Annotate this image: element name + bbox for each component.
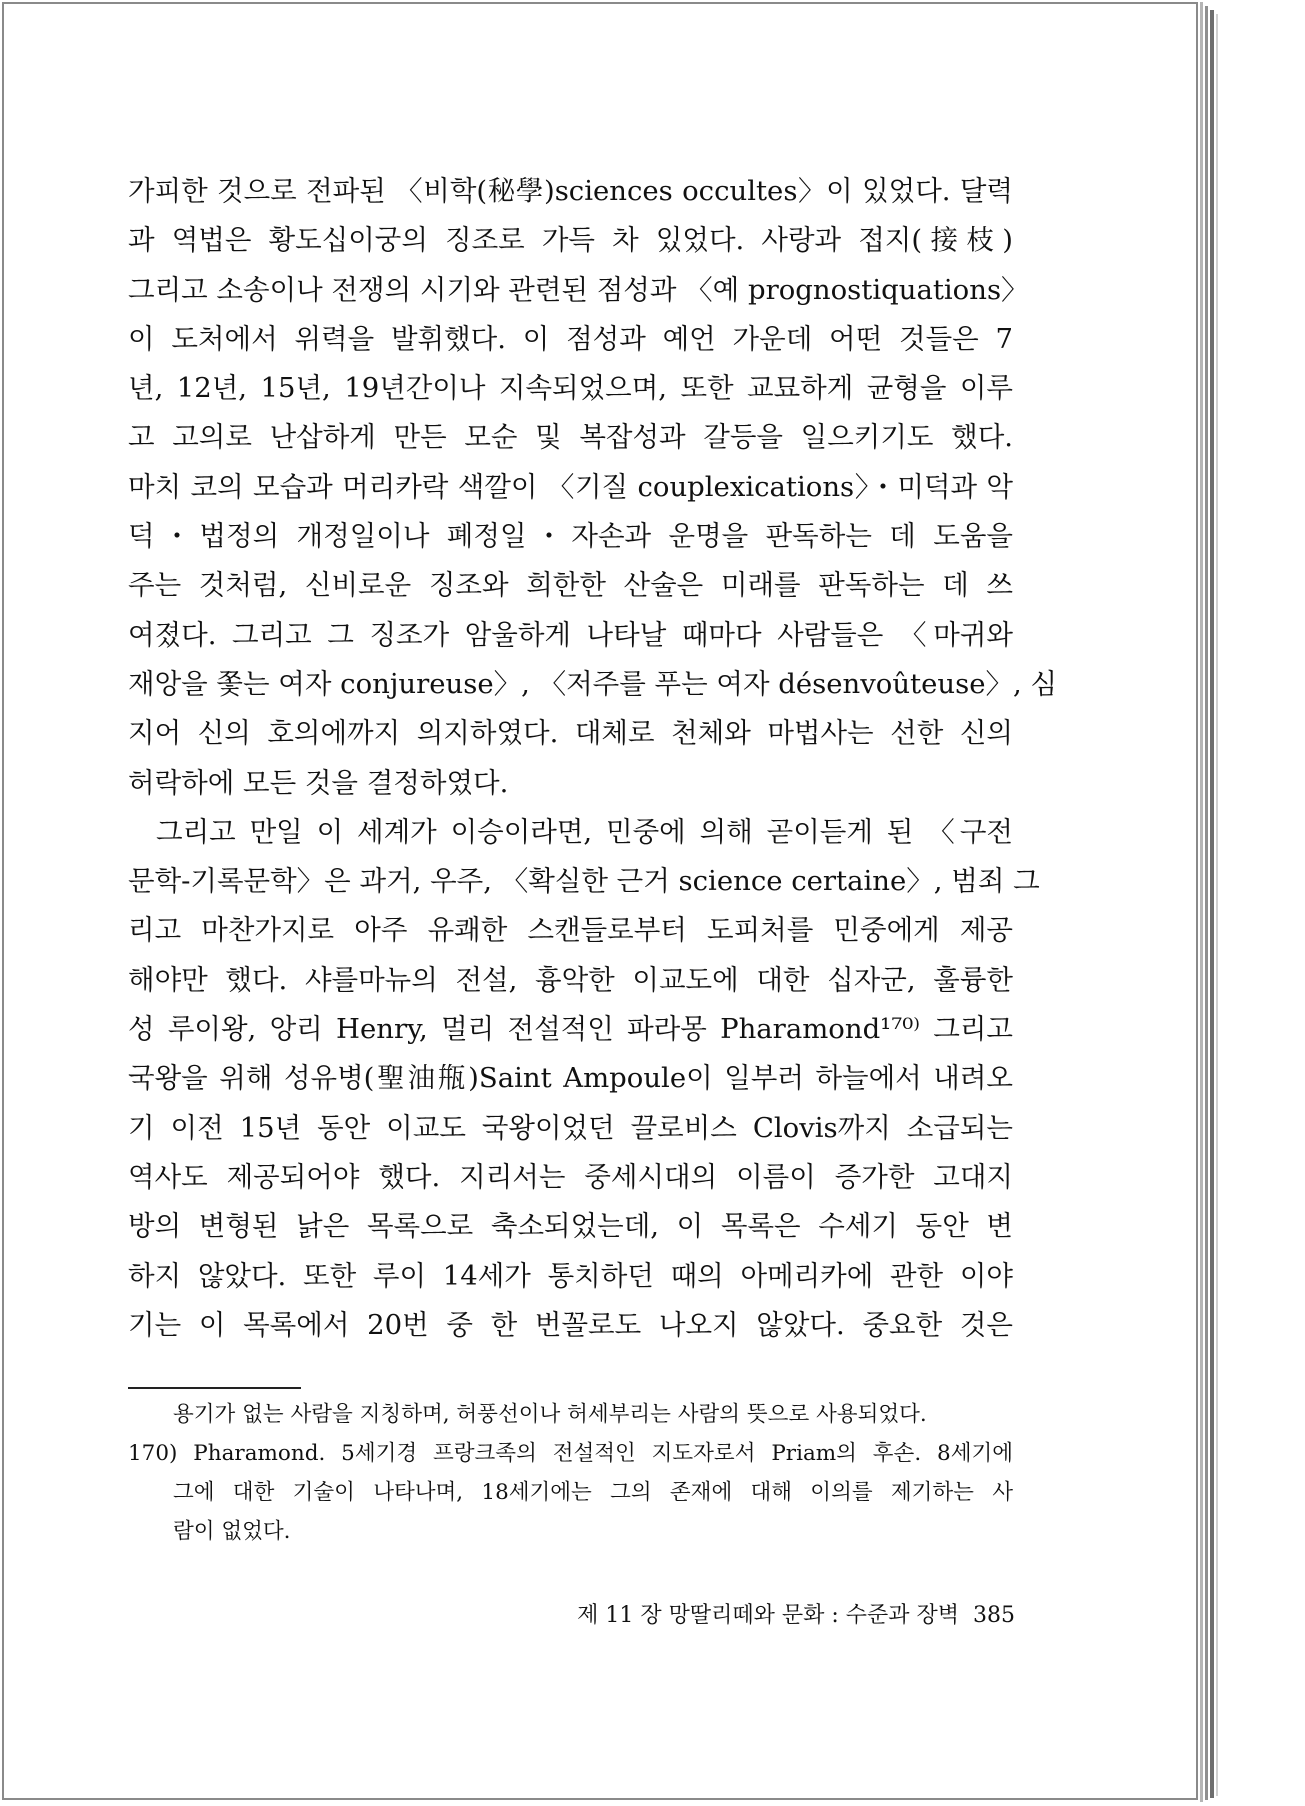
- text-line: 과 역법은 황도십이궁의 징조로 가득 차 있었다. 사랑과 접지(接枝): [128, 224, 1013, 257]
- text-line: 가피한 것으로 전파된 〈비학(秘學)sciences occultes〉이 있었다. 달력: [128, 175, 1013, 207]
- text-line: 리고 마찬가지로 아주 유쾌한 스캔들로부터 도피처를 민중에게 제공: [128, 914, 1013, 947]
- text-line: 기는 이 목록에서 20번 중 한 번꼴로도 나오지 않았다. 중요한 것은: [128, 1308, 1013, 1341]
- text-line: 덕・법정의 개정일이나 폐정일・자손과 운명을 판독하는 데 도움을: [128, 520, 1013, 553]
- text-line: 여졌다. 그리고 그 징조가 암울하게 나타날 때마다 사람들은 〈마귀와: [128, 618, 1013, 651]
- text-line: 국왕을 위해 성유병(聖油甁)Saint Ampoule이 일부러 하늘에서 내려오: [128, 1062, 1013, 1095]
- text-line: 성 루이왕, 앙리 Henry, 멀리 전설적인 파라몽 Pharamond¹⁷⁰⁾ 그리고: [128, 1013, 1013, 1046]
- page-edge-stack: [1216, 14, 1218, 1796]
- page-edge-stack: [1205, 6, 1208, 1800]
- text-line: 그리고 소송이나 전쟁의 시기와 관련된 점성과 〈예 prognostiquations〉: [128, 273, 1029, 306]
- text-line: 이 도처에서 위력을 발휘했다. 이 점성과 예언 가운데 어떤 것들은 7: [128, 322, 1013, 355]
- text-line: 주는 것처럼, 신비로운 징조와 희한한 산술은 미래를 판독하는 데 쓰: [128, 569, 1013, 602]
- text-line: 역사도 제공되어야 했다. 지리서는 중세시대의 이름이 증가한 고대지: [128, 1160, 1013, 1193]
- body-text: [128, 167, 1058, 1350]
- footnote-continuation: 용기가 없는 사람을 지칭하며, 허풍선이나 허세부리는 사람의 뜻으로 사용되었다.: [173, 1402, 927, 1427]
- footnotes: [128, 1395, 1013, 1551]
- text-line: 문학-기록문학〉은 과거, 우주, 〈확실한 근거 science certaine〉, 범죄 그: [128, 865, 1040, 898]
- footnote-170: 170) Pharamond. 5세기경 프랑크족의 전설적인 지도자로서 Priam의 후손. 8세기에: [128, 1441, 1013, 1466]
- text-line: 해야만 했다. 샤를마뉴의 전설, 흉악한 이교도에 대한 십자군, 훌륭한: [128, 963, 1013, 996]
- page-edge-stack: [1200, 2, 1203, 1802]
- text-line: 재앙을 쫓는 여자 conjureuse〉, 〈저주를 푸는 여자 désenvoûteuse〉, 심: [128, 667, 1058, 700]
- paragraph-first-line: 그리고 만일 이 세계가 이승이라면, 민중에 의해 곧이듣게 된 〈구전: [156, 815, 1013, 848]
- paragraph-last-line: 허락하에 모든 것을 결정하였다.: [128, 766, 509, 799]
- page-number: 385: [973, 1603, 1015, 1628]
- text-line: 년, 12년, 15년, 19년간이나 지속되었으며, 또한 교묘하게 균형을 이루: [128, 372, 1013, 405]
- running-footer: [577, 1598, 1015, 1629]
- text-line: 하지 않았다. 또한 루이 14세가 통치하던 때의 아메리카에 관한 이야: [128, 1259, 1013, 1292]
- footnote-170-line: 그에 대한 기술이 나타나며, 18세기에는 그의 존재에 대해 이의를 제기하는 사: [173, 1480, 1013, 1505]
- text-line: 마치 코의 모습과 머리카락 색깔이 〈기질 couplexications〉・미덕과 악: [128, 470, 1013, 503]
- text-line: 기 이전 15년 동안 이교도 국왕이었던 끌로비스 Clovis까지 소급되는: [128, 1111, 1013, 1144]
- text-line: 고 고의로 난삽하게 만든 모순 및 복잡성과 갈등을 일으키기도 했다.: [128, 421, 1013, 454]
- text-line: 방의 변형된 낡은 목록으로 축소되었는데, 이 목록은 수세기 동안 변: [128, 1210, 1013, 1243]
- text-line: 지어 신의 호의에까지 의지하였다. 대체로 천체와 마법사는 선한 신의: [128, 717, 1013, 750]
- chapter-title: 제 11 장 망딸리떼와 문화 : 수준과 장벽: [577, 1603, 959, 1628]
- page-edge-stack: [1210, 10, 1214, 1798]
- footnote-separator: [128, 1387, 301, 1389]
- footnote-170-line: 람이 없었다.: [173, 1519, 291, 1544]
